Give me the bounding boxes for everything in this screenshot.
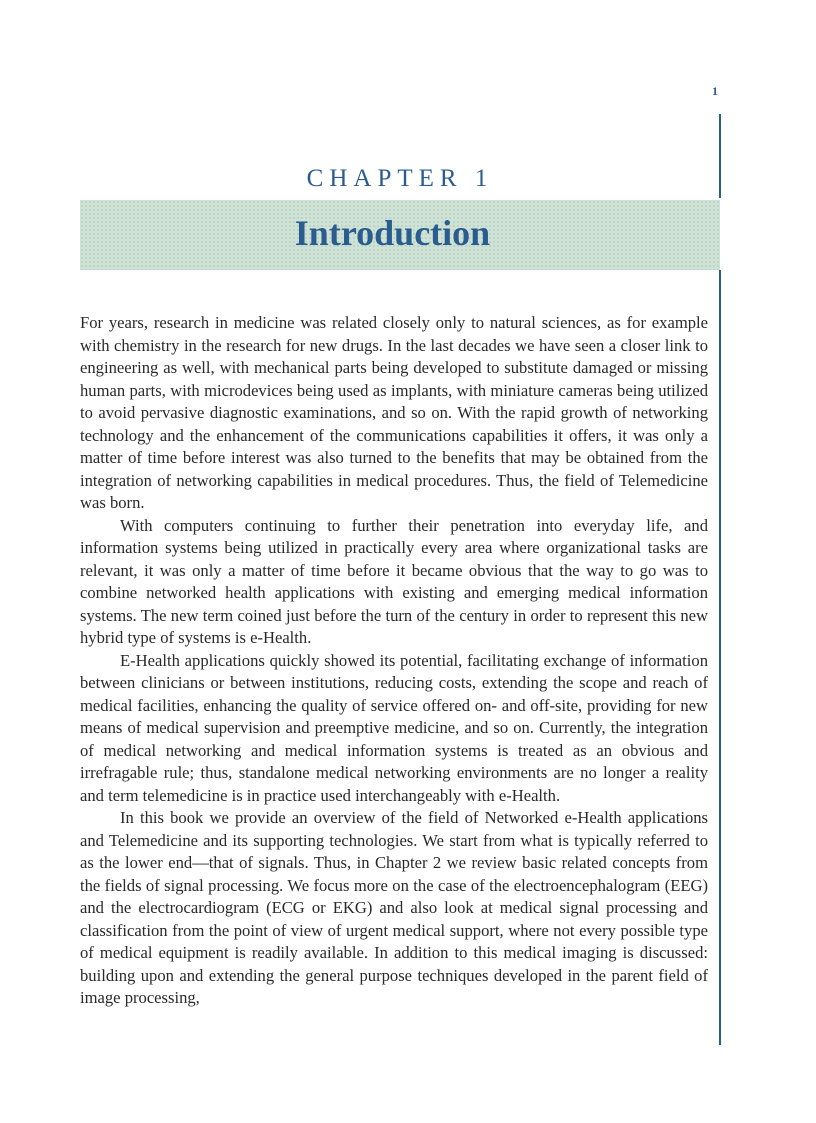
page-number: 1: [712, 84, 718, 98]
paragraph: For years, research in medicine was related closely only to natural sciences, as for example with chemistry in the research for new drugs. In the last decades we have seen a closer link to engineering as well, with mechanical parts being developed to substitute damaged or missing human parts, with microdevices being used as implants, with miniature cameras being utilized to avoid pervasive diagnostic examinations, and so on. With the rapid growth of networking technology and the enhancement of the communications capabilities it offers, it was only a matter of time before interest was also turned to the benefits that may be obtained from the integration of networking capabilities in medical procedures. Thus, the field of Telemedicine was born.: [80, 313, 708, 512]
paragraph: In this book we provide an overview of the field of Networked e-Health applications and Telemedicine and its supporting technologies. We start from what is typically referred to as the lower end—that of signals. Thus, in Chapter 2 we review basic related concepts from the fields of signal processing. We focus more on the case of the electroencephalogram (EEG) and the electrocardiogram (ECG or EKG) and also look at medical signal processing and classification from the point of view of urgent medical support, where not every possible type of medical equipment is readily available. In addition to this medical imaging is discussed: building upon and extending the general purpose techniques developed in the parent field of image processing,: [80, 808, 708, 1007]
margin-rule: [719, 270, 721, 1045]
chapter-title-band: [80, 200, 720, 270]
paragraph: E-Health applications quickly showed its potential, facilitating exchange of information between clinicians or between institutions, reducing costs, extending the scope and reach of medical facilities, enhancing the quality of service offered on- and off-site, providing for new means of medical supervision and preemptive medicine, and so on. Currently, the integration of medical networking and medical information systems is treated as an obvious and irrefragable rule; thus, standalone medical networking environments are no longer a reality and term telemedicine is in practice used interchangeably with e-Health.: [80, 650, 708, 805]
paragraph: With computers continuing to further their penetration into everyday life, and information systems being utilized in practically every area where organizational tasks are relevant, it was only a matter of time before it became obvious that the way to go was to combine networked health applications with existing and emerging medical information systems. The new term coined just before the turn of the century in order to represent this new hybrid type of systems is e-Health.: [80, 515, 708, 647]
chapter-title: Introduction: [294, 213, 491, 253]
body-text: [80, 312, 708, 1010]
chapter-label: CHAPTER 1: [306, 165, 494, 192]
